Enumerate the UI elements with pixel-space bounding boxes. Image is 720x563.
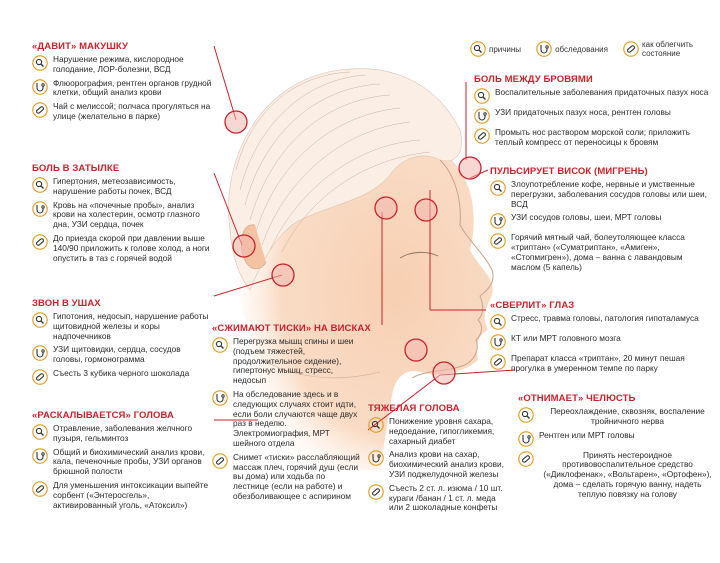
section-title: ЗВОН В УШАХ <box>32 298 101 309</box>
relief-row <box>490 233 714 272</box>
exam-text: Анализ крови на сахар, биохимический анализ крови, УЗИ поджелудочной железы <box>389 449 504 479</box>
magnifier-icon <box>518 407 534 423</box>
cause-text: Перегрузка мышц спины и шеи (подъем тяжестей, продолжительное сидение), гипертонус мышц, стресс, недосып <box>233 336 354 386</box>
exam-text: Рентген или МРТ головы <box>539 429 635 440</box>
relief-row <box>368 484 512 513</box>
exam-row <box>32 345 212 365</box>
legend-relief: как облегчить состояние <box>623 40 715 58</box>
exam-text: УЗИ придаточных пазух носа, рентген головы <box>495 107 671 117</box>
relief-row <box>212 453 360 502</box>
exam-row <box>474 108 714 124</box>
exam-row <box>368 450 512 479</box>
section-title: БОЛЬ В ЗАТЫЛКЕ <box>32 163 120 174</box>
pill-icon <box>32 481 48 497</box>
legend <box>470 40 715 58</box>
section-title: БОЛЬ МЕЖДУ БРОВЯМИ <box>474 74 593 85</box>
section-brows <box>474 74 714 152</box>
relief-row <box>32 102 212 122</box>
section-title: «ОТНИМАЕТ» ЧЕЛЮСТЬ <box>518 393 636 404</box>
relief-row <box>32 481 212 510</box>
magnifier-icon <box>470 41 486 57</box>
exam-icon <box>32 448 48 464</box>
pill-icon <box>32 369 48 385</box>
relief-text: Препарат класса «триптан», 20 минут пешая прогулка в умеренном темпе по парку <box>511 353 685 373</box>
magnifier-icon <box>212 337 228 353</box>
magnifier-icon <box>490 314 506 330</box>
relief-text: Съесть 2 ст. л. изюма / 10 шт. кураги /банан / 1 ст. л. меда или 2 шоколадные конфеты <box>389 482 503 513</box>
cause-row <box>32 55 212 75</box>
cause-text: Понижение уровня сахара, недоедание, гипогликемия, сахарный диабет <box>389 416 495 446</box>
pill-icon <box>32 234 48 250</box>
exam-icon <box>32 345 48 361</box>
relief-text: Принять нестероидное противовоспалительное средство («Диклофенак», «Вольтарен», «Ортофен»), дома – сделать горячую ванну, надеть теплую повязку на голову <box>543 449 712 499</box>
magnifier-icon <box>368 417 384 433</box>
relief-text: Для уменьшения интоксикации выпейте сорбент («Энтеросгель», активированный уголь, «Атоксил») <box>53 479 209 510</box>
pill-icon <box>32 102 48 118</box>
exam-icon <box>32 79 48 95</box>
cause-row <box>32 424 212 444</box>
exam-row <box>32 201 212 230</box>
exam-icon <box>32 201 48 217</box>
relief-row <box>32 234 212 263</box>
exam-row <box>32 79 212 99</box>
cause-text: Гипотония, недосып, нарушение работы щитовидной железы и коры надпочечников <box>53 311 209 341</box>
section-split-head <box>32 410 212 514</box>
pill-icon <box>368 484 384 500</box>
magnifier-icon <box>32 55 48 71</box>
pill-icon <box>490 354 506 370</box>
magnifier-icon <box>32 177 48 193</box>
cause-row <box>518 407 716 427</box>
section-title: ПУЛЬСИРУЕТ ВИСОК (МИГРЕНЬ) <box>490 166 648 177</box>
cause-text: Нарушение режима, кислородное голодание, ЛОР-болезни, ВСД <box>53 54 184 74</box>
exam-text: УЗИ щитовидки, сердца, сосудов головы, гормонограмма <box>53 344 181 365</box>
cause-row <box>490 314 714 330</box>
exam-text: На обследование здесь и в следующих случаях стоит идти, если боли случаются чаще двух раз в неделю. Электромиография, МРТ шейного отдела <box>233 388 358 448</box>
cause-text: Стресс, травма головы, патология гипоталамуса <box>511 313 699 323</box>
cause-row <box>212 337 360 386</box>
cause-text: Гипертония, метеозависимость, нарушение работы почек, ВСД <box>53 176 176 196</box>
cause-text: Воспалительные заболевания придаточных пазух носа <box>495 87 709 97</box>
magnifier-icon <box>32 312 48 328</box>
section-jaw <box>518 393 716 504</box>
magnifier-icon <box>32 424 48 440</box>
relief-text: До приезда скорой при давлении выше 140/90 приложить к голове холод, а ноги опустить в таз с горячей водой <box>53 232 210 263</box>
section-nape <box>32 163 212 267</box>
relief-row <box>474 128 714 148</box>
section-heavy-head <box>368 403 512 517</box>
exam-row <box>490 213 714 229</box>
cause-row <box>368 417 512 446</box>
relief-text: Горячий мятный чай, болеутоляющее класса «триптан» («Суматриптан», «Амиген», «Стопмигрен»), дома – ванна с лавандовым маслом (5 капель) <box>511 232 685 272</box>
exam-icon <box>490 213 506 229</box>
exam-text: КТ или МРТ головного мозга <box>511 333 621 343</box>
pill-icon <box>490 233 506 249</box>
relief-row <box>490 354 714 374</box>
section-eye <box>490 300 714 378</box>
exam-text: Флюорография, рентген органов грудной клетки, общий анализ крови <box>53 77 212 98</box>
relief-row <box>32 369 212 385</box>
exam-text: УЗИ сосудов головы, шеи, МРТ головы <box>511 212 662 223</box>
section-ears <box>32 298 212 389</box>
magnifier-icon <box>474 88 490 104</box>
exam-icon <box>536 41 552 57</box>
section-title: «ДАВИТ» МАКУШКУ <box>32 41 129 52</box>
pill-icon <box>474 128 490 144</box>
section-title: ТЯЖЕЛАЯ ГОЛОВА <box>368 403 460 414</box>
legend-causes: причины <box>470 40 521 58</box>
pill-icon <box>212 453 228 469</box>
exam-row <box>212 390 360 449</box>
cause-row <box>32 312 212 341</box>
cause-text: Злоупотребление кофе, нервные и умственные перегрузки, заболевания сосудов головы или шеи, ВСД <box>511 179 707 209</box>
cause-text: Переохлаждение, сквозняк, воспаление тройничного нерва <box>550 406 705 426</box>
section-title: «РАСКАЛЫВАЕТСЯ» ГОЛОВА <box>32 410 174 421</box>
cause-row <box>32 177 212 197</box>
pill-icon <box>623 41 639 57</box>
exam-text: Кровь на «почечные пробы», анализ крови на холестерин, осмотр глазного дна, УЗИ сердца, почек <box>53 199 200 230</box>
relief-text: Съесть 3 кубика черного шоколада <box>53 367 190 378</box>
exam-icon <box>474 108 490 124</box>
relief-text: Промыть нос раствором морской соли; приложить теплый компресс от переносицы к бровям <box>495 127 690 147</box>
exam-icon <box>490 334 506 350</box>
cause-row <box>490 180 714 209</box>
magnifier-icon <box>490 180 506 196</box>
exam-row <box>490 334 714 350</box>
relief-text: Чай с мелиссой; полчаса прогуляться на улице (желательно в парке) <box>53 101 211 121</box>
exam-icon <box>212 390 228 406</box>
exam-icon <box>368 450 384 466</box>
section-temple <box>490 166 714 277</box>
relief-text: Снимет «тиски» расслабляющий массаж плеч, горячий душ (если вы дома) или ходьба по лестнице (если на работе) и обезболивающее с аспирином <box>233 451 360 501</box>
legend-exams: обследования <box>536 40 608 58</box>
cause-row <box>474 88 714 104</box>
section-title: «СВЕРЛИТ» ГЛАЗ <box>490 300 575 311</box>
exam-row <box>32 448 212 477</box>
cause-text: Отравление, заболевания желчного пузыря, гельминтоз <box>53 423 193 443</box>
pill-icon <box>518 451 534 467</box>
exam-icon <box>518 431 534 447</box>
section-title: «СЖИМАЮТ ТИСКИ» НА ВИСКАХ <box>212 323 371 334</box>
relief-row <box>518 451 716 500</box>
section-crown <box>32 41 212 126</box>
section-temples-vise <box>212 323 371 506</box>
exam-row <box>518 431 716 447</box>
exam-text: Общий и биохимический анализ крови, кала, печеночные пробы, УЗИ органов брюшной полости <box>53 446 205 477</box>
